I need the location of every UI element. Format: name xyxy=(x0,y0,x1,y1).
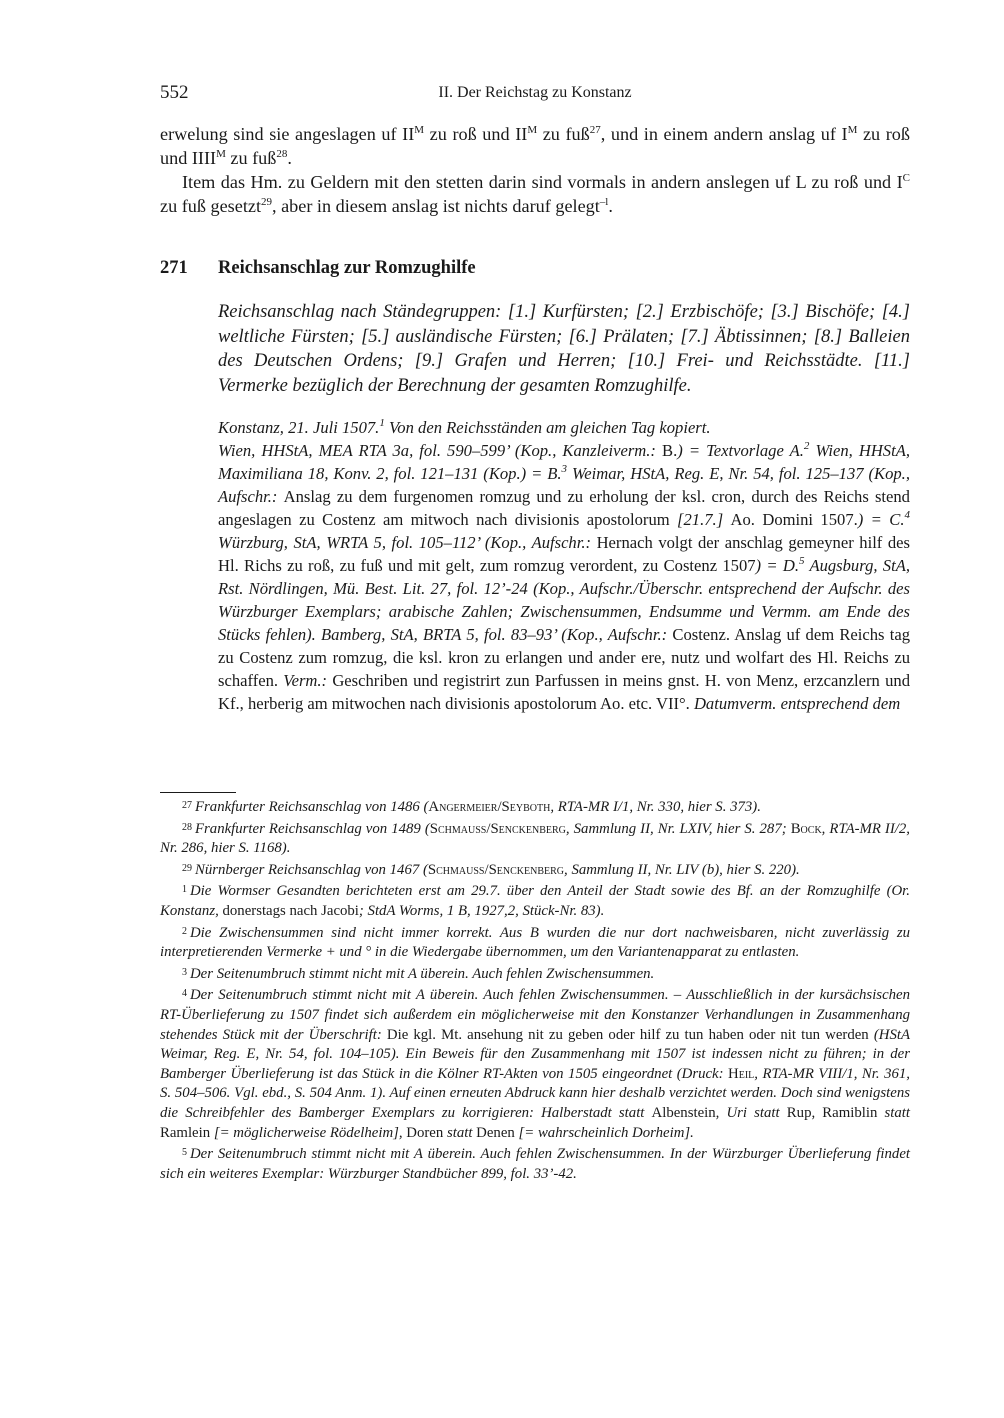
running-head xyxy=(160,82,910,106)
text-run: ) = C. xyxy=(857,510,905,529)
footnote-ref-5[interactable]: 5 xyxy=(798,555,805,567)
source-a: Wien, HHStA, MEA RTA 3a, fol. 590–599’ (Kop., Kanzleiverm.: xyxy=(218,441,663,460)
text-run: , und in einem andern anslag uf I xyxy=(600,124,848,144)
text-run: ) = Textvorlage A. xyxy=(677,441,804,460)
document-heading xyxy=(160,258,910,279)
author-name: Schmauss/Senckenberg xyxy=(427,861,565,878)
footnote-mark: 4 xyxy=(182,988,187,1000)
document-number: 271 xyxy=(160,258,188,278)
text-run: Datumverm. entsprechend dem xyxy=(693,694,901,713)
superscript: M xyxy=(216,148,226,160)
text-run: Item das Hm. zu Geldern mit den stetten darin sind vormals in andern anslegen uf L zu roß und I xyxy=(182,172,903,192)
text-run: Anslag zu dem furgenomen romzug und zu erholung der ksl. cron, durch des Reichs stend angeslagen zu Costenz am mitwoch nach divisionis apostolorum xyxy=(218,487,910,529)
page-number: 552 xyxy=(160,82,189,103)
paragraph-geldern xyxy=(160,170,910,218)
text-run: . xyxy=(287,148,292,168)
text-run: ) = D. xyxy=(755,556,799,575)
footnote-ref-29[interactable]: 29 xyxy=(261,196,272,208)
running-title: II. Der Reichstag zu Konstanz xyxy=(438,84,632,101)
text-run: Frankfurter Reichsanschlag von 1486 ( xyxy=(195,799,429,815)
author-name: Heil xyxy=(728,1065,755,1082)
date-text: Konstanz, 21. Juli 1507. xyxy=(218,418,380,437)
text-run: [= wahrscheinlich Dorheim]. xyxy=(514,1124,694,1141)
footnote-mark: 3 xyxy=(182,966,187,978)
text-run: Verm.: xyxy=(283,671,333,690)
text-run: , RTA-MR II/2, Nr. 286, hier S. 1168). xyxy=(160,820,911,857)
text-run: Der Seitenumbruch stimmt nicht mit A überein. Auch fehlen Zwischensummen. – Ausschließlich in der kursächsischen RT-Überlieferung zu 1507 findet sich außerdem ein möglicherweise mit den Konstanzer Verhandlungen in Zusammenhang stehendes Stück mit der Überschrift: xyxy=(160,987,910,1043)
footnote-1 xyxy=(160,880,910,921)
footnote-mark: 27 xyxy=(182,800,192,811)
text-run: Costenz. Anslag uf dem Reichs tag zu Costenz zum romzug, die ksl. kron zu erlangen und ander ere, nutz und wolfart des Hl. Reichs zu schaffen. xyxy=(218,625,910,690)
superscript: M xyxy=(414,124,425,136)
text-run: , RTA-MR VIII/1, Nr. 361, S. 504–506. Vgl. ebd., S. 504 Anm. 1). Auf einen erneuten Abdruck kann hier deshalb verzichtet werden. Doch sind wenigstens die Schreibfehler des Bamberger Exemplars zu korrigieren: Halberstadt statt xyxy=(160,1065,910,1121)
text-run: B. xyxy=(662,441,678,460)
author-name: Schmauss/Senckenberg xyxy=(429,820,566,837)
text-run: Der Seitenumbruch stimmt nicht mit A überein. Auch fehlen Zwischensummen. In der Würzburger Überlieferung findet sich ein weiteres Exemplar: Würzburger Standbücher 899, fol. 33’-42. xyxy=(160,1146,910,1182)
footnote-4 xyxy=(160,984,910,1143)
footnote-mark: 2 xyxy=(182,925,187,937)
author-name: Bock xyxy=(790,820,822,837)
text-run: Hernach volgt der anschlag gemeyner hilf des Hl. Richs zu roß, zu fuß und mit gelt, zum romzug verordent, zu Costenz 1507 xyxy=(218,533,910,575)
source-e: Augsburg, StA, Rst. Nördlingen, Mü. Best. Lit. 27, fol. 12’-24 (Kop., Aufschr./Überschr. entsprechend der Aufschr. des Würzburger Exemplars; arabische Zahlen; Zwischensummen, Endsumme und Vermm. am Ende des Stücks fehlen). Bamberg, StA, BRTA 5, fol. 83–93’ (Kop., Aufschr.: xyxy=(218,556,910,644)
text-run: , Uri statt xyxy=(715,1104,787,1121)
text-run: Ramlein xyxy=(160,1124,211,1141)
source-d: Würzburg, StA, WRTA 5, fol. 105–112’ (Kop., Aufschr.: xyxy=(218,533,597,552)
footnote-ref-27[interactable]: 27 xyxy=(589,124,601,136)
text-run: Albenstein xyxy=(651,1104,716,1121)
footnote-ref-4[interactable]: 4 xyxy=(904,509,910,521)
text-run: (HStA Weimar, Reg. E, Nr. 54, fol. 104–105). Ein Beweis für den Zusammenhang mit 1507 ist indessen nicht zu führen; in der Bamberger Überlieferung ist das Stück in die Kölner RT-Akten von 1505 eingeordnet (Druck: xyxy=(160,1026,910,1082)
superscript: C xyxy=(902,172,910,184)
document-title: Reichsanschlag zur Romzughilfe xyxy=(218,258,476,278)
text-run: zu fuß gesetzt xyxy=(160,196,261,216)
text-run: zu roß und II xyxy=(424,124,528,144)
paragraph-continuation xyxy=(160,122,910,170)
text-run: donerstags nach Jacobi xyxy=(222,902,359,919)
text-run: [= möglicherweise Rödelheim], xyxy=(210,1124,407,1141)
text-run: Ao. Domini 1507. xyxy=(730,510,858,529)
footnote-29 xyxy=(160,859,910,881)
superscript: M xyxy=(847,124,858,136)
footnote-mark: 28 xyxy=(182,821,192,833)
footnote-ref-1[interactable]: 1 xyxy=(379,417,385,429)
variant-mark: –l xyxy=(599,196,609,208)
text-run: erwelung sind sie angeslagen uf II xyxy=(160,124,415,144)
footnote-28 xyxy=(160,818,910,859)
footnote-mark: 1 xyxy=(182,884,187,896)
text-run: , RTA-MR I/1, Nr. 330, hier S. 373). xyxy=(550,799,761,815)
source-c: Weimar, HStA, Reg. E, Nr. 54, fol. 125–137 (Kop., Aufschr.: xyxy=(218,464,910,506)
footnote-mark: 29 xyxy=(182,862,192,874)
text-run: Die Zwischensummen sind nicht immer korrekt. Aus B wurden die nur dort nachweisbaren, nicht zuverlässig zu interpretierenden Vermerke + und ° in die Wiedergabe übernommen, um den Variantenapparat zu entlasten. xyxy=(160,924,910,961)
text-run: Doren xyxy=(406,1124,444,1141)
regest: Reichsanschlag nach Ständegruppen: [1.] Kurfürsten; [2.] Erzbischöfe; [3.] Bischöfe; [4.] weltliche Fürsten; [5.] ausländische Fürsten; [6.] Prälaten; [7.] Äbtissinnen; [8.] Balleien des Deutschen Ordens; [9.] Grafen und Herren; [10.] Frei- und Reichsstädte. [11.] Vermerke bezüglich der Berechnung der gesamten Romzughilfe. xyxy=(218,302,910,396)
text-run: Rup, Ramiblin xyxy=(786,1104,878,1121)
footnote-27 xyxy=(160,796,910,818)
text-run: Nürnberger Reichsanschlag von 1467 ( xyxy=(195,861,428,878)
text-run: Frankfurter Reichsanschlag von 1489 ( xyxy=(195,820,430,837)
text-run: zu roß und IIII xyxy=(160,124,910,168)
author-name: Angermeier/Seyboth xyxy=(428,799,551,815)
text-run: . xyxy=(608,196,613,216)
date-line xyxy=(218,416,910,439)
footnote-divider xyxy=(160,792,236,793)
text-run: zu fuß xyxy=(225,148,277,168)
source-b: Wien, HHStA, Maximiliana 18, Konv. 2, fol. 121–131 (Kop.) = B. xyxy=(218,441,911,483)
footnote-ref-28[interactable]: 28 xyxy=(276,148,288,160)
text-run: Die Wormser Gesandten berichteten erst am 29.7. über den Anteil der Stadt sowie des Bf. an der Romzughilfe (Or. Konstanz, xyxy=(160,883,910,919)
footnotes xyxy=(160,796,910,1184)
text-run: [21.7.] xyxy=(677,510,731,529)
main-text xyxy=(160,122,910,218)
text-run: statt xyxy=(877,1104,910,1121)
source-description xyxy=(218,416,910,715)
footnote-ref-2[interactable]: 2 xyxy=(803,440,810,452)
text-run: ; StdA Worms, 1 B, 1927,2, Stück-Nr. 83). xyxy=(358,902,605,919)
date-note: Von den Reichsständen am gleichen Tag kopiert. xyxy=(384,418,711,437)
text-run: statt xyxy=(443,1124,477,1141)
text-run: Geschriben und registrirt zun Parfussen in meins gnst. H. von Menz, erzcanzlern und Kf., herberig am mitwochen nach divisionis apostolorum Ao. etc. VII°. xyxy=(218,671,910,713)
footnote-mark: 5 xyxy=(182,1147,187,1159)
footnote-ref-3[interactable]: 3 xyxy=(561,463,568,475)
text-run: Der Seitenumbruch stimmt nicht mit A überein. Auch fehlen Zwischensummen. xyxy=(190,965,655,982)
superscript: M xyxy=(527,124,538,136)
text-run: , Sammlung II, Nr. LXIV, hier S. 287; xyxy=(565,820,791,837)
source-list xyxy=(218,439,910,715)
text-run: , aber in diesem anslag ist nichts daruf gelegt xyxy=(272,196,600,216)
text-run: , Sammlung II, Nr. LIV (b), hier S. 220). xyxy=(564,861,800,878)
text-run: zu fuß xyxy=(537,124,590,144)
footnote-3 xyxy=(160,963,910,985)
text-run: Denen xyxy=(476,1124,515,1141)
footnote-5 xyxy=(160,1143,910,1184)
footnote-2 xyxy=(160,922,910,963)
text-run: Die kgl. Mt. ansehung nit zu geben oder hilf zu tun haben oder nit tun werden xyxy=(386,1026,869,1043)
